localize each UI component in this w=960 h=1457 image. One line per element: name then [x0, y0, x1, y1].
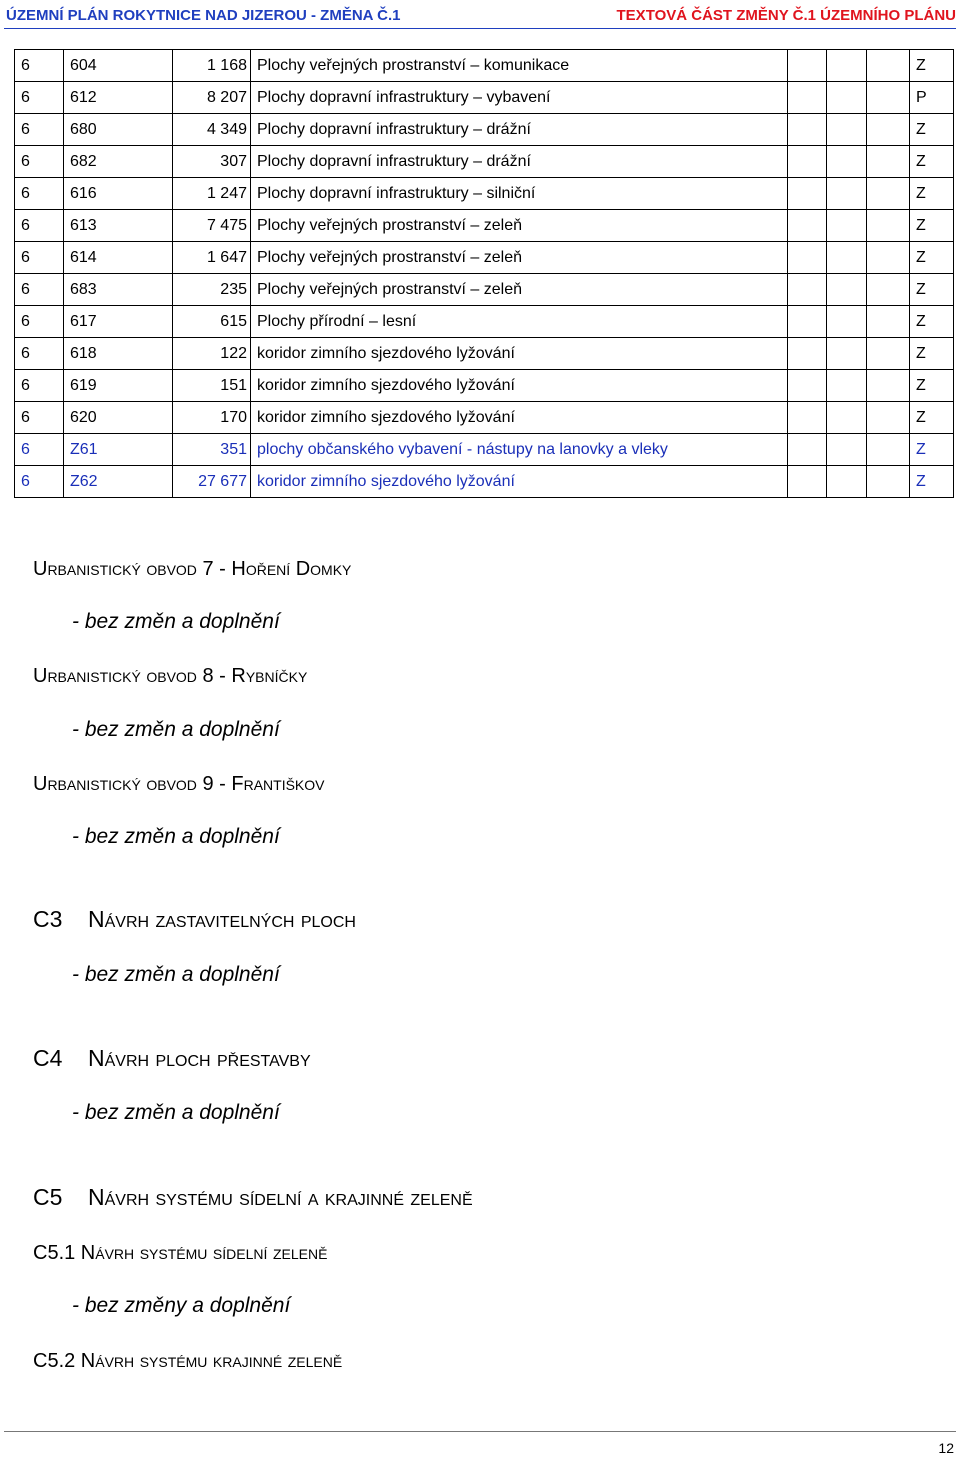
district-cell: 6: [15, 274, 64, 306]
section-obvod-8-note: - bez změn a doplnění: [72, 718, 280, 741]
table-row: [15, 82, 954, 114]
table-row: [15, 50, 954, 82]
empty-cell: [867, 242, 910, 274]
area-cell: 151: [173, 370, 251, 402]
empty-cell: [867, 146, 910, 178]
empty-cell: [788, 114, 827, 146]
district-cell: 6: [15, 82, 64, 114]
empty-cell: [867, 466, 910, 498]
table-row: [15, 370, 954, 402]
district-cell: 6: [15, 242, 64, 274]
status-cell: Z: [910, 146, 954, 178]
empty-cell: [867, 114, 910, 146]
table-row: [15, 466, 954, 498]
purpose-cell: Plochy dopravní infrastruktury – drážní: [251, 146, 788, 178]
district-cell: 6: [15, 146, 64, 178]
empty-cell: [827, 178, 867, 210]
area-cell: 8 207: [173, 82, 251, 114]
empty-cell: [827, 370, 867, 402]
purpose-cell: koridor zimního sjezdového lyžování: [251, 466, 788, 498]
district-cell: 6: [15, 50, 64, 82]
area-cell: 4 349: [173, 114, 251, 146]
district-cell: 6: [15, 178, 64, 210]
plot-id-cell: 604: [64, 50, 173, 82]
plot-id-cell: 614: [64, 242, 173, 274]
status-cell: Z: [910, 210, 954, 242]
empty-cell: [788, 338, 827, 370]
table-row: [15, 242, 954, 274]
empty-cell: [867, 274, 910, 306]
status-cell: Z: [910, 178, 954, 210]
empty-cell: [867, 306, 910, 338]
plot-id-cell: 683: [64, 274, 173, 306]
purpose-cell: Plochy veřejných prostranství – zeleň: [251, 274, 788, 306]
section-obvod-9-title: Urbanistický obvod 9 - Františkov: [33, 773, 325, 795]
heading-c4-note: - bez změn a doplnění: [72, 1101, 280, 1124]
page-number: 12: [938, 1440, 954, 1456]
plot-id-cell: 617: [64, 306, 173, 338]
purpose-cell: Plochy veřejných prostranství – zeleň: [251, 210, 788, 242]
status-cell: Z: [910, 338, 954, 370]
area-cell: 615: [173, 306, 251, 338]
footer-rule: [4, 1431, 956, 1432]
purpose-cell: Plochy dopravní infrastruktury – vybavení: [251, 82, 788, 114]
status-cell: Z: [910, 434, 954, 466]
purpose-cell: koridor zimního sjezdového lyžování: [251, 370, 788, 402]
area-cell: 307: [173, 146, 251, 178]
empty-cell: [788, 402, 827, 434]
empty-cell: [788, 242, 827, 274]
area-cell: 27 677: [173, 466, 251, 498]
status-cell: P: [910, 82, 954, 114]
heading-c4-number: C4: [33, 1045, 63, 1071]
empty-cell: [788, 274, 827, 306]
empty-cell: [788, 466, 827, 498]
empty-cell: [788, 178, 827, 210]
heading-c3-title: Návrh zastavitelných ploch: [88, 906, 356, 932]
table-row: [15, 114, 954, 146]
table-row: [15, 434, 954, 466]
heading-c3-note: - bez změn a doplnění: [72, 963, 280, 986]
purpose-cell: Plochy veřejných prostranství – zeleň: [251, 242, 788, 274]
empty-cell: [788, 370, 827, 402]
area-cell: 122: [173, 338, 251, 370]
district-cell: 6: [15, 434, 64, 466]
district-cell: 6: [15, 306, 64, 338]
empty-cell: [788, 434, 827, 466]
table-row: [15, 274, 954, 306]
header-rule: [4, 28, 956, 29]
heading-c5-1-note: - bez změny a doplnění: [72, 1294, 291, 1317]
empty-cell: [788, 50, 827, 82]
plot-id-cell: 613: [64, 210, 173, 242]
empty-cell: [827, 114, 867, 146]
table-row: [15, 338, 954, 370]
heading-c3-number: C3: [33, 906, 63, 932]
empty-cell: [867, 50, 910, 82]
status-cell: Z: [910, 370, 954, 402]
heading-c5-2: C5.2 Návrh systému krajinné zeleně: [33, 1350, 343, 1372]
area-cell: 351: [173, 434, 251, 466]
empty-cell: [827, 274, 867, 306]
empty-cell: [867, 370, 910, 402]
empty-cell: [827, 466, 867, 498]
section-obvod-7-title: Urbanistický obvod 7 - Hoření Domky: [33, 558, 352, 580]
purpose-cell: koridor zimního sjezdového lyžování: [251, 402, 788, 434]
purpose-cell: plochy občanského vybavení - nástupy na lanovky a vleky: [251, 434, 788, 466]
plot-id-cell: 612: [64, 82, 173, 114]
empty-cell: [867, 434, 910, 466]
empty-cell: [867, 338, 910, 370]
status-cell: Z: [910, 306, 954, 338]
purpose-cell: Plochy veřejných prostranství – komunikace: [251, 50, 788, 82]
table-row: [15, 210, 954, 242]
empty-cell: [827, 242, 867, 274]
district-cell: 6: [15, 466, 64, 498]
empty-cell: [867, 178, 910, 210]
empty-cell: [827, 82, 867, 114]
empty-cell: [867, 402, 910, 434]
plot-id-cell: Z61: [64, 434, 173, 466]
heading-c3: [33, 906, 356, 933]
header-document-title: ÚZEMNÍ PLÁN ROKYTNICE NAD JIZEROU - ZMĚNA Č.1: [6, 7, 401, 24]
page-header: [0, 0, 960, 30]
plot-id-cell: 620: [64, 402, 173, 434]
empty-cell: [788, 82, 827, 114]
status-cell: Z: [910, 242, 954, 274]
empty-cell: [827, 210, 867, 242]
district-cell: 6: [15, 370, 64, 402]
area-cell: 1 647: [173, 242, 251, 274]
empty-cell: [827, 402, 867, 434]
area-cell: 1 247: [173, 178, 251, 210]
plot-id-cell: 680: [64, 114, 173, 146]
status-cell: Z: [910, 402, 954, 434]
plot-id-cell: 682: [64, 146, 173, 178]
purpose-cell: Plochy dopravní infrastruktury – drážní: [251, 114, 788, 146]
empty-cell: [827, 306, 867, 338]
plots-table-body: [15, 50, 954, 498]
purpose-cell: Plochy dopravní infrastruktury – silniční: [251, 178, 788, 210]
status-cell: Z: [910, 274, 954, 306]
heading-c4-title: Návrh ploch přestavby: [88, 1045, 311, 1071]
status-cell: Z: [910, 466, 954, 498]
area-cell: 1 168: [173, 50, 251, 82]
table-row: [15, 306, 954, 338]
table-row: [15, 402, 954, 434]
empty-cell: [788, 306, 827, 338]
area-cell: 7 475: [173, 210, 251, 242]
heading-c5: [33, 1184, 473, 1211]
empty-cell: [867, 82, 910, 114]
plot-id-cell: 618: [64, 338, 173, 370]
district-cell: 6: [15, 114, 64, 146]
purpose-cell: koridor zimního sjezdového lyžování: [251, 338, 788, 370]
heading-c4: [33, 1045, 311, 1072]
empty-cell: [827, 338, 867, 370]
area-cell: 235: [173, 274, 251, 306]
table-row: [15, 146, 954, 178]
plot-id-cell: 616: [64, 178, 173, 210]
empty-cell: [788, 146, 827, 178]
empty-cell: [788, 210, 827, 242]
plot-id-cell: 619: [64, 370, 173, 402]
district-cell: 6: [15, 338, 64, 370]
empty-cell: [827, 50, 867, 82]
district-cell: 6: [15, 402, 64, 434]
section-obvod-7-note: - bez změn a doplnění: [72, 610, 280, 633]
plot-id-cell: Z62: [64, 466, 173, 498]
status-cell: Z: [910, 114, 954, 146]
section-obvod-8-title: Urbanistický obvod 8 - Rybníčky: [33, 665, 308, 687]
empty-cell: [827, 434, 867, 466]
heading-c5-number: C5: [33, 1184, 63, 1210]
empty-cell: [867, 210, 910, 242]
district-cell: 6: [15, 210, 64, 242]
heading-c5-title: Návrh systému sídelní a krajinné zeleně: [88, 1184, 473, 1210]
heading-c5-1: C5.1 Návrh systému sídelní zeleně: [33, 1242, 328, 1264]
status-cell: Z: [910, 50, 954, 82]
table-row: [15, 178, 954, 210]
area-cell: 170: [173, 402, 251, 434]
empty-cell: [827, 146, 867, 178]
plots-table: [14, 49, 954, 498]
section-obvod-9-note: - bez změn a doplnění: [72, 825, 280, 848]
purpose-cell: Plochy přírodní – lesní: [251, 306, 788, 338]
header-section-title: TEXTOVÁ ČÁST ZMĚNY Č.1 ÚZEMNÍHO PLÁNU: [616, 7, 956, 24]
